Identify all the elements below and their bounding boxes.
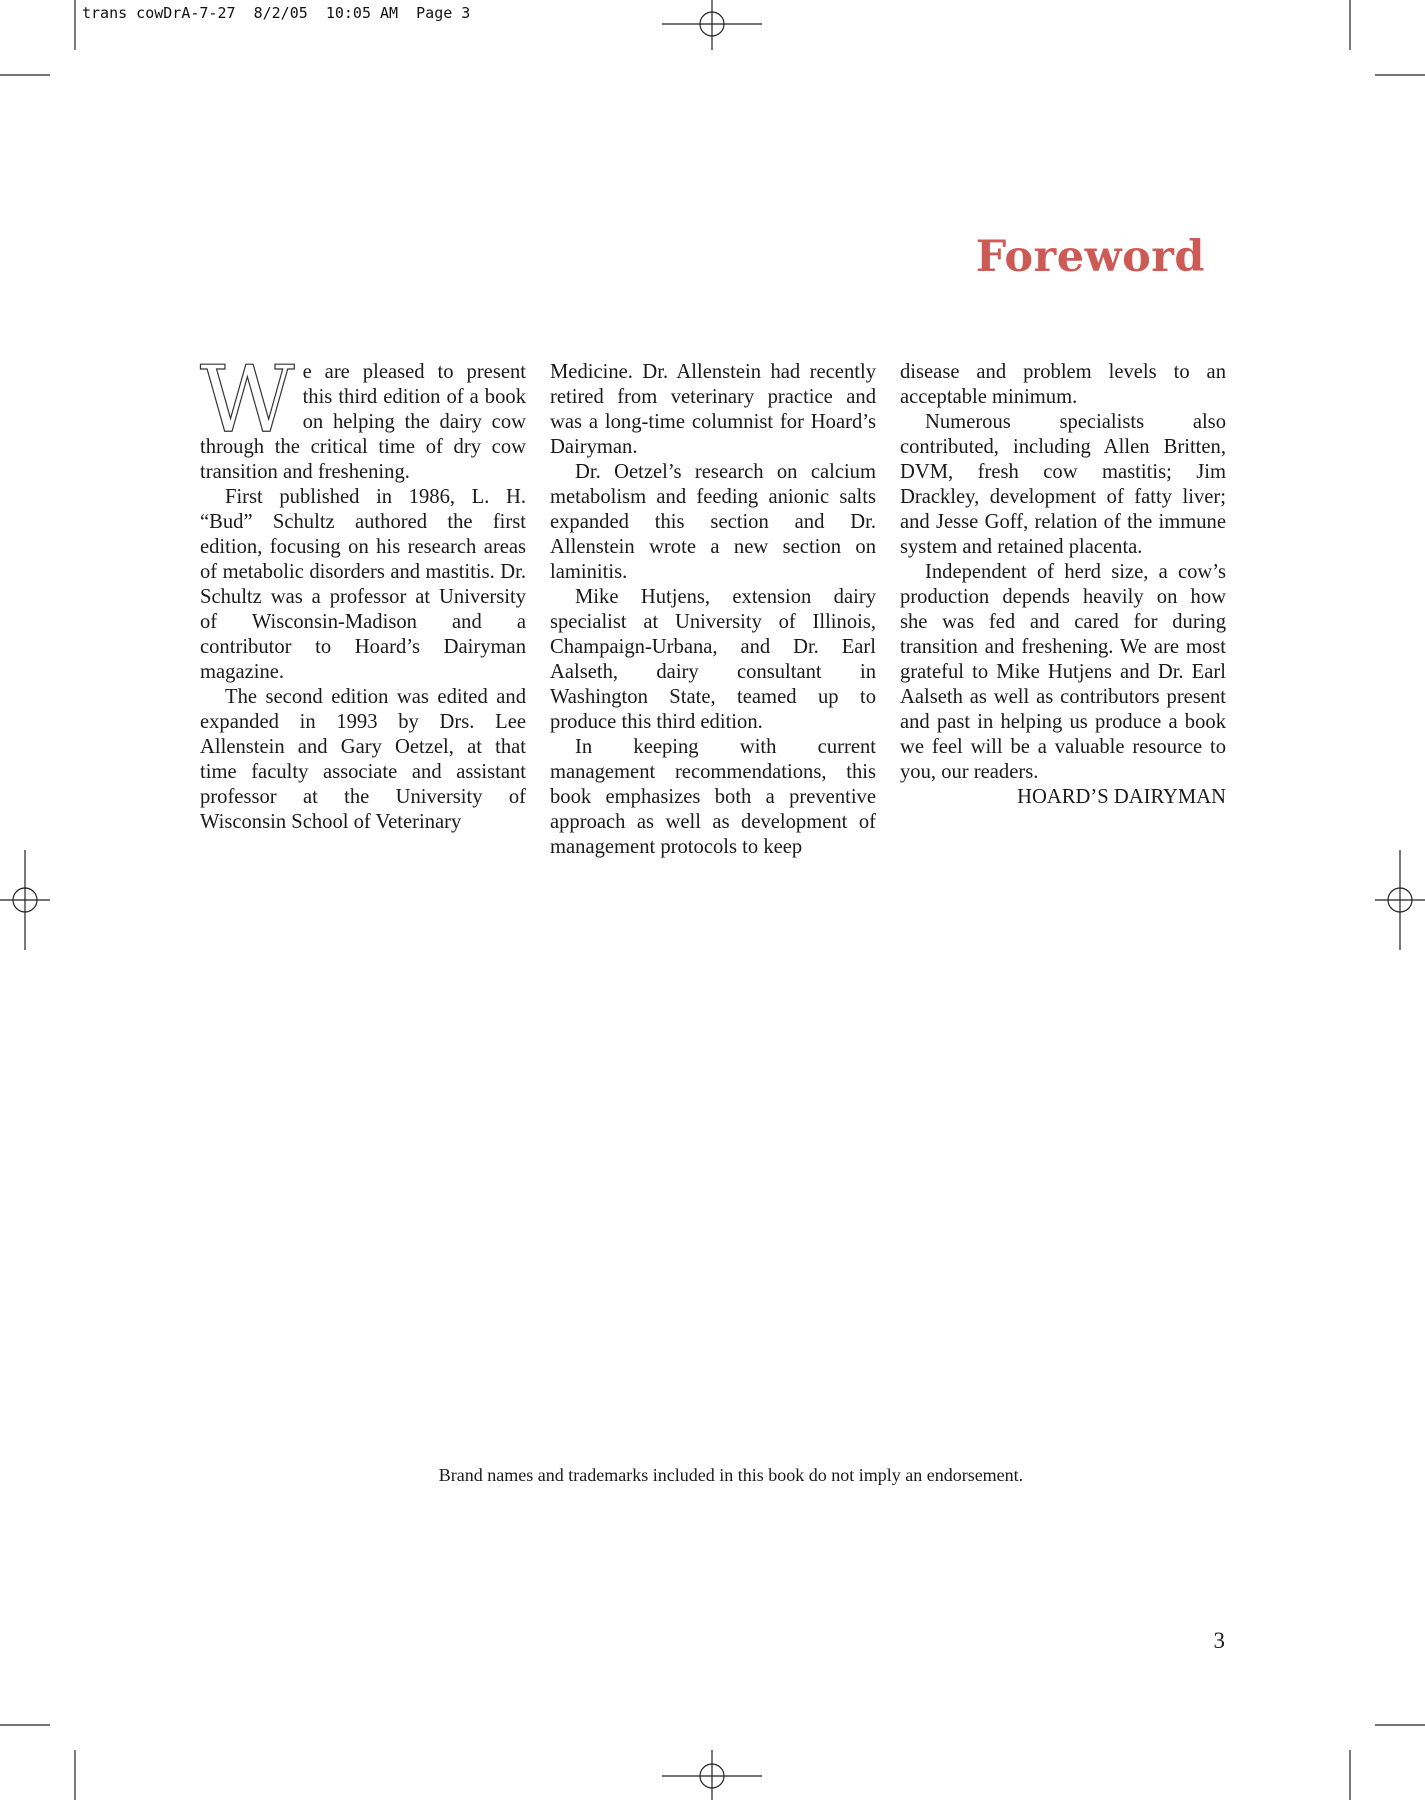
paragraph: First published in 1986, L. H. “Bud” Schultz authored the first edition, focusing on his research areas of metabolic disorders and mastitis. Dr. Schultz was a professor at University of Wisconsin-Madison and a contributor to Hoard’s Dairyman magazine. xyxy=(200,486,526,683)
drop-cap: W xyxy=(200,346,295,453)
signature: HOARD’S DAIRYMAN xyxy=(1017,786,1226,808)
paragraph: Numerous specialists also contributed, including Allen Britten, DVM, fresh cow mastitis; Jim Drackley, development of fatty liver; and Jesse Goff, relation of the immune system and retained placenta. xyxy=(900,411,1226,558)
page-title: Foreword xyxy=(975,232,1205,282)
paragraph: Mike Hutjens, extension dairy specialist at University of Illinois, Champaign-Urbana, and Dr. Earl Aalseth, dairy consultant in Washington State, teamed up to produce this third edition. xyxy=(550,586,876,733)
text-column-1 xyxy=(200,346,526,835)
text-column-3 xyxy=(900,360,1226,810)
print-slug-line: trans cowDrA-7-27 8/2/05 10:05 AM Page 3 xyxy=(82,4,471,22)
footnote: Brand names and trademarks included in this book do not imply an endorsement. xyxy=(438,1465,1024,1485)
paragraph: Independent of herd size, a cow’s production depends heavily on how she was fed and cared for during transition and freshening. We are most grateful to Mike Hutjens and Dr. Earl Aalseth as well as contributors present and past in helping us produce a book we feel will be a valuable resource to you, our readers. xyxy=(900,561,1226,783)
paragraph: Dr. Oetzel’s research on calcium metabolism and feeding anionic salts expanded this section and Dr. Allenstein wrote a new section on laminitis. xyxy=(550,461,876,583)
text-column-2 xyxy=(550,360,876,860)
paragraph-text: e are pleased to present this third edition of a book on helping the dairy cow through the critical time of dry cow transition and freshening. xyxy=(200,361,526,483)
paragraph: Medicine. Dr. Allenstein had recently retired from veterinary practice and was a long-time columnist for Hoard’s Dairyman. xyxy=(550,361,876,458)
paragraph: In keeping with current management recommendations, this book emphasizes both a preventive approach as well as development of management protocols to keep xyxy=(550,736,876,858)
paragraph: disease and problem levels to an acceptable minimum. xyxy=(900,361,1226,408)
page-number: 3 xyxy=(1213,1628,1225,1653)
paragraph: The second edition was edited and expanded in 1993 by Drs. Lee Allenstein and Gary Oetzel, at that time faculty associate and assistant professor at the University of Wisconsin School of Veterinary xyxy=(200,686,526,833)
paragraph xyxy=(200,346,526,485)
